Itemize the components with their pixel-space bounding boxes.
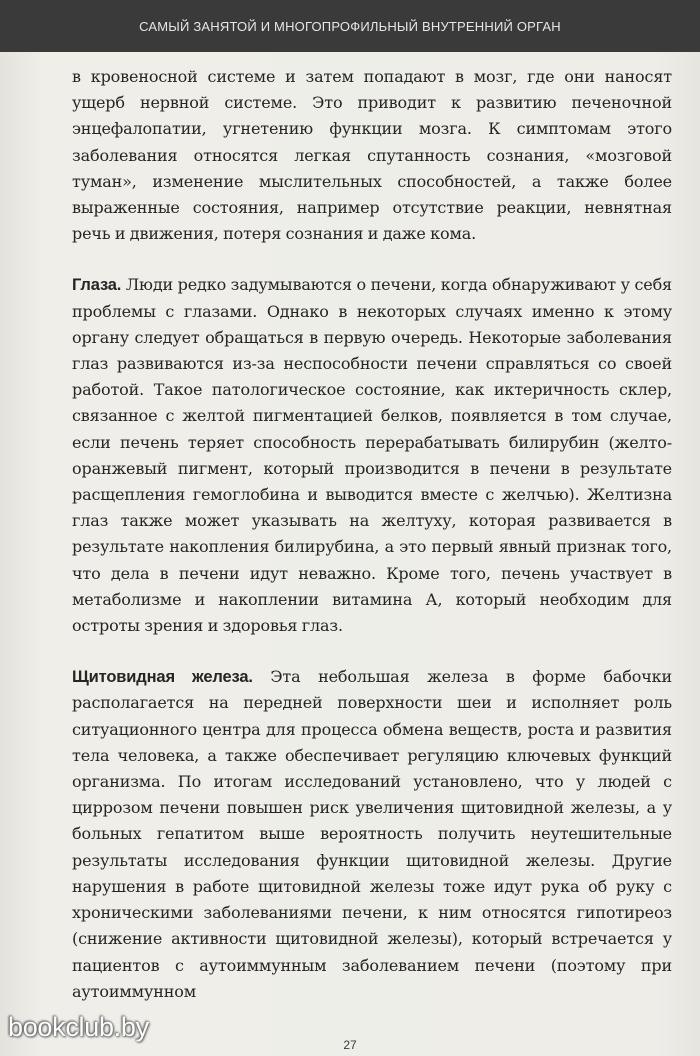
watermark-logo: bookclub.by bbox=[8, 1012, 149, 1042]
paragraph-encephalopathy bbox=[72, 64, 672, 247]
paragraph-text: Эта небольшая железа в форме бабочки располагается на передней поверхности шеи и исполняет роль ситуационного центра для процесса обмена веществ, роста и развития тела человека, а также обеспечивает регуляцию ключевых функций организма. По итогам исследований установлено, что у людей с циррозом печени повышен риск увеличения щитовидной железы, а у больных гепатитом выше вероятность получить неутешительные результаты исследования функции щитовидной железы. Другие нарушения в работе щитовидной железы тоже идут рука об руку с хроническими заболеваниями печени, к ним относятся гипотиреоз (снижение активности щитовидной железы), который встречается у пациентов с аутоиммунным заболеванием печени (поэтому при аутоиммунном bbox=[72, 667, 672, 1001]
page-number: 27 bbox=[343, 1038, 357, 1052]
section-lead-thyroid: Щитовидная железа. bbox=[72, 668, 253, 687]
paragraph-eyes bbox=[72, 272, 672, 639]
running-head-title: САМЫЙ ЗАНЯТОЙ И МНОГОПРОФИЛЬНЫЙ ВНУТРЕННИЙ ОРГАН bbox=[139, 18, 561, 34]
paragraph-text: Люди редко задумываются о печени, когда обнаруживают у себя проблемы с глазами. Однако в некоторых случаях именно к этому органу следует обращаться в первую очередь. Некоторые заболевания глаз развиваются из-за неспособности печени справляться со своей работой. Такое патологическое состояние, как иктеричность склер, связанное с желтой пигментацией белков, появляется в том случае, если печень теряет способность перерабатывать билирубин (желто-оранжевый пигмент, который производится в печени в результате расщепления гемоглобина и выводится вместе с желчью). Желтизна глаз также может указывать на желтуху, которая развивается в результате накопления билирубина, а это первый явный признак того, что дела в печени идут неважно. Кроме того, печень участвует в метаболизме и накоплении витамина А, который необходим для остроты зрения и здоровья глаз. bbox=[72, 275, 673, 636]
section-lead-eyes: Глаза. bbox=[72, 276, 122, 295]
running-head-bar bbox=[0, 0, 700, 52]
paragraph-text: в кровеносной системе и затем попадают в мозг, где они наносят ущерб нервной системе. Это приводит к развитию печеночной энцефалопатии, угнетению функции мозга. К симптомам этого заболевания относятся легкая спутанность сознания, «мозговой туман», изменение мыслительных способностей, а также более выраженные состояния, например отсутствие реакции, невнятная речь и движения, потеря сознания и даже кома. bbox=[72, 67, 672, 244]
page-body bbox=[72, 64, 672, 1005]
paragraph-thyroid bbox=[72, 664, 672, 1005]
